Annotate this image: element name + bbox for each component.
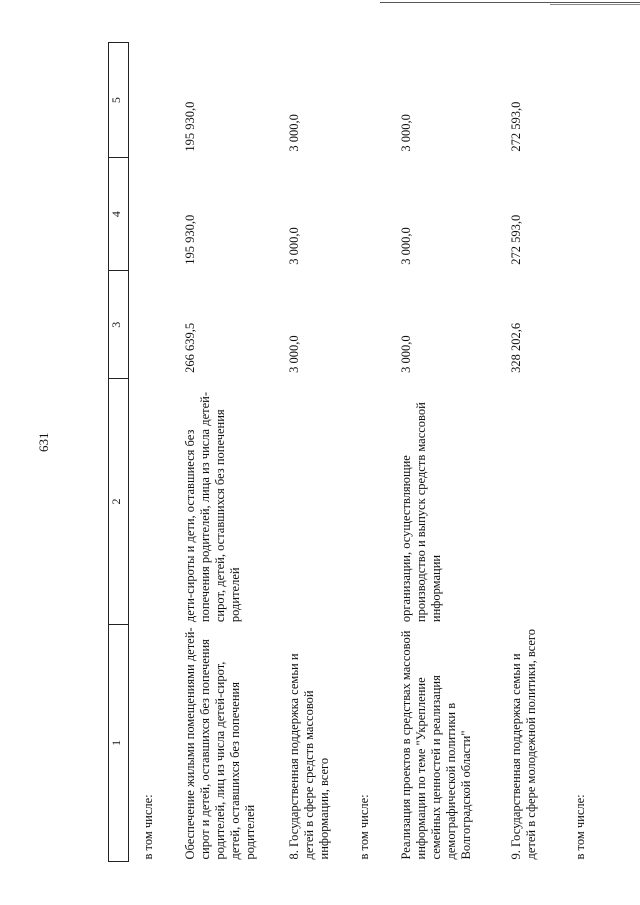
cell-recipients: организации, осуществляющие производство и выпуск средств массовой информации [398, 402, 443, 623]
cell-description: Реализация проектов в средствах массовой информации по теме "Укрепление семейных ценностей и реализация демографической политики в Волгоградской области" [398, 630, 473, 860]
cell-description: 8. Государственная поддержка семьи и детей в сфере средств массовой информации, всего [286, 653, 331, 860]
cell-recipients [281, 379, 345, 624]
cell-value-4: 195 930,0 [182, 214, 197, 265]
rotated-page-content [108, 42, 640, 862]
cell-value-4 [345, 158, 385, 271]
column-header-5: 5 [109, 43, 129, 158]
cell-value-3 [129, 271, 169, 379]
column-header-4: 4 [109, 158, 129, 271]
table-row [385, 43, 495, 862]
cell-description: Обеспечение жилыми помещениями детей-сирот и детей, оставшихся без попечения родителей, лиц из числа детей-сирот, детей, оставшихся без попечения родителей [182, 627, 257, 860]
cell-value-5: 3 000,0 [286, 114, 301, 152]
column-header-3: 3 [109, 271, 129, 379]
row-label-text: в том числе: [356, 794, 371, 860]
row-label-text: в том числе: [141, 794, 155, 860]
table-row [281, 43, 345, 862]
scan-edge-line [380, 2, 640, 3]
cell-value-3 [345, 271, 385, 379]
cell-recipients: дети-сироты и дети, оставшиеся без попечения родителей, лица из числа детей-сирот, детей, оставшихся без попечения родителей [182, 391, 242, 623]
cell-recipients [561, 379, 597, 624]
column-number-row [109, 43, 129, 862]
row-label-text: в том числе: [572, 794, 587, 860]
cell-value-3: 266 639,5 [182, 322, 197, 373]
cell-value-4: 3 000,0 [286, 227, 301, 265]
table-row [495, 43, 561, 862]
cell-value-3: 3 000,0 [286, 335, 301, 373]
cell-recipients [129, 379, 169, 624]
cell-value-5: 272 593,0 [508, 101, 523, 152]
table-row [561, 43, 597, 862]
cell-description: 9. Государственная поддержка семьи и детей в сфере молодежной политики, всего [508, 629, 538, 860]
cell-value-5 [561, 43, 597, 158]
cell-value-3 [561, 271, 597, 379]
cell-value-5: 3 000,0 [398, 114, 413, 152]
cell-value-4: 3 000,0 [398, 227, 413, 265]
cell-value-5 [345, 43, 385, 158]
column-header-2: 2 [109, 379, 129, 624]
cell-value-3: 328 202,6 [508, 322, 523, 373]
cell-recipients [495, 379, 561, 624]
table-row [169, 43, 281, 862]
scan-edge-line [550, 4, 640, 5]
budget-table [108, 42, 597, 862]
cell-value-3: 3 000,0 [398, 335, 413, 373]
page-number: 631 [36, 432, 51, 452]
cell-recipients [345, 379, 385, 624]
cell-value-5: 195 930,0 [182, 101, 197, 152]
cell-value-4 [129, 158, 169, 271]
table-row [345, 43, 385, 862]
column-header-1: 1 [109, 624, 129, 861]
cell-value-5 [129, 43, 169, 158]
table-row [129, 43, 169, 862]
cell-value-4: 272 593,0 [508, 214, 523, 265]
cell-value-4 [561, 158, 597, 271]
